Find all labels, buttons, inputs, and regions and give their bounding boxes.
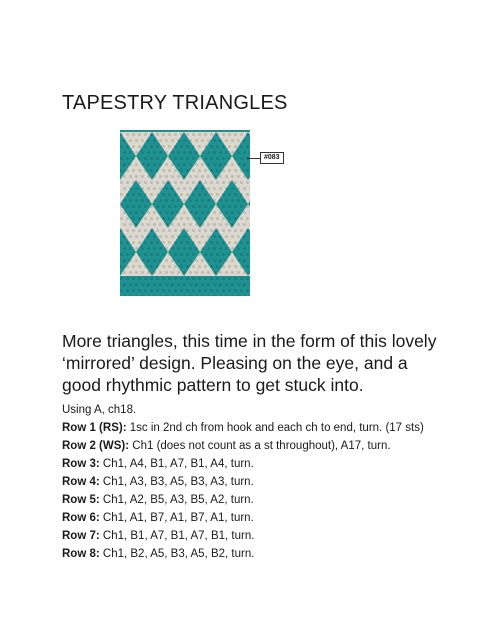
row-label: Row 6: — [62, 512, 100, 524]
swatch-graphic — [120, 130, 250, 296]
row-label: Row 1 (RS): — [62, 422, 127, 434]
row-text: Ch1, A2, B5, A3, B5, A2, turn. — [99, 494, 254, 506]
row-text: Ch1 (does not count as a st throughout), A17, turn. — [129, 440, 391, 452]
row-label: Row 8: — [62, 548, 100, 560]
pattern-row — [62, 457, 434, 471]
tag-leader-line — [247, 158, 260, 159]
row-label: Row 7: — [62, 530, 100, 542]
row-text: 1sc in 2nd ch from hook and each ch to end, turn. (17 sts) — [126, 422, 424, 434]
pattern-row — [62, 439, 434, 453]
pattern-start: Using A, ch18. — [62, 404, 137, 416]
row-text: Ch1, A1, B7, A1, B7, A1, turn. — [99, 512, 254, 524]
row-text: Ch1, A4, B1, A7, B1, A4, turn. — [99, 458, 254, 470]
row-label: Row 4: — [62, 476, 100, 488]
intro-paragraph: More triangles, this time in the form of this lovely ‘mirrored’ design. Pleasing on the eye, and a good rhythmic pattern to get stuck into. — [62, 331, 437, 395]
row-text: Ch1, B1, A7, B1, A7, B1, turn. — [99, 530, 255, 542]
swatch-number-tag: #083 — [260, 152, 284, 164]
pattern-row — [62, 475, 434, 489]
pattern-row — [62, 421, 434, 435]
pattern-row — [62, 547, 434, 561]
row-label: Row 3: — [62, 458, 100, 470]
row-text: Ch1, B2, A5, B3, A5, B2, turn. — [99, 548, 255, 560]
pattern-row — [62, 511, 434, 525]
crochet-swatch-image — [120, 130, 250, 296]
page-title: TAPESTRY TRIANGLES — [62, 92, 288, 114]
pattern-row — [62, 529, 434, 543]
row-text: Ch1, A3, B3, A5, B3, A3, turn. — [99, 476, 254, 488]
pattern-row — [62, 493, 434, 507]
pattern-instructions — [62, 403, 434, 565]
row-label: Row 5: — [62, 494, 100, 506]
row-label: Row 2 (WS): — [62, 440, 130, 452]
